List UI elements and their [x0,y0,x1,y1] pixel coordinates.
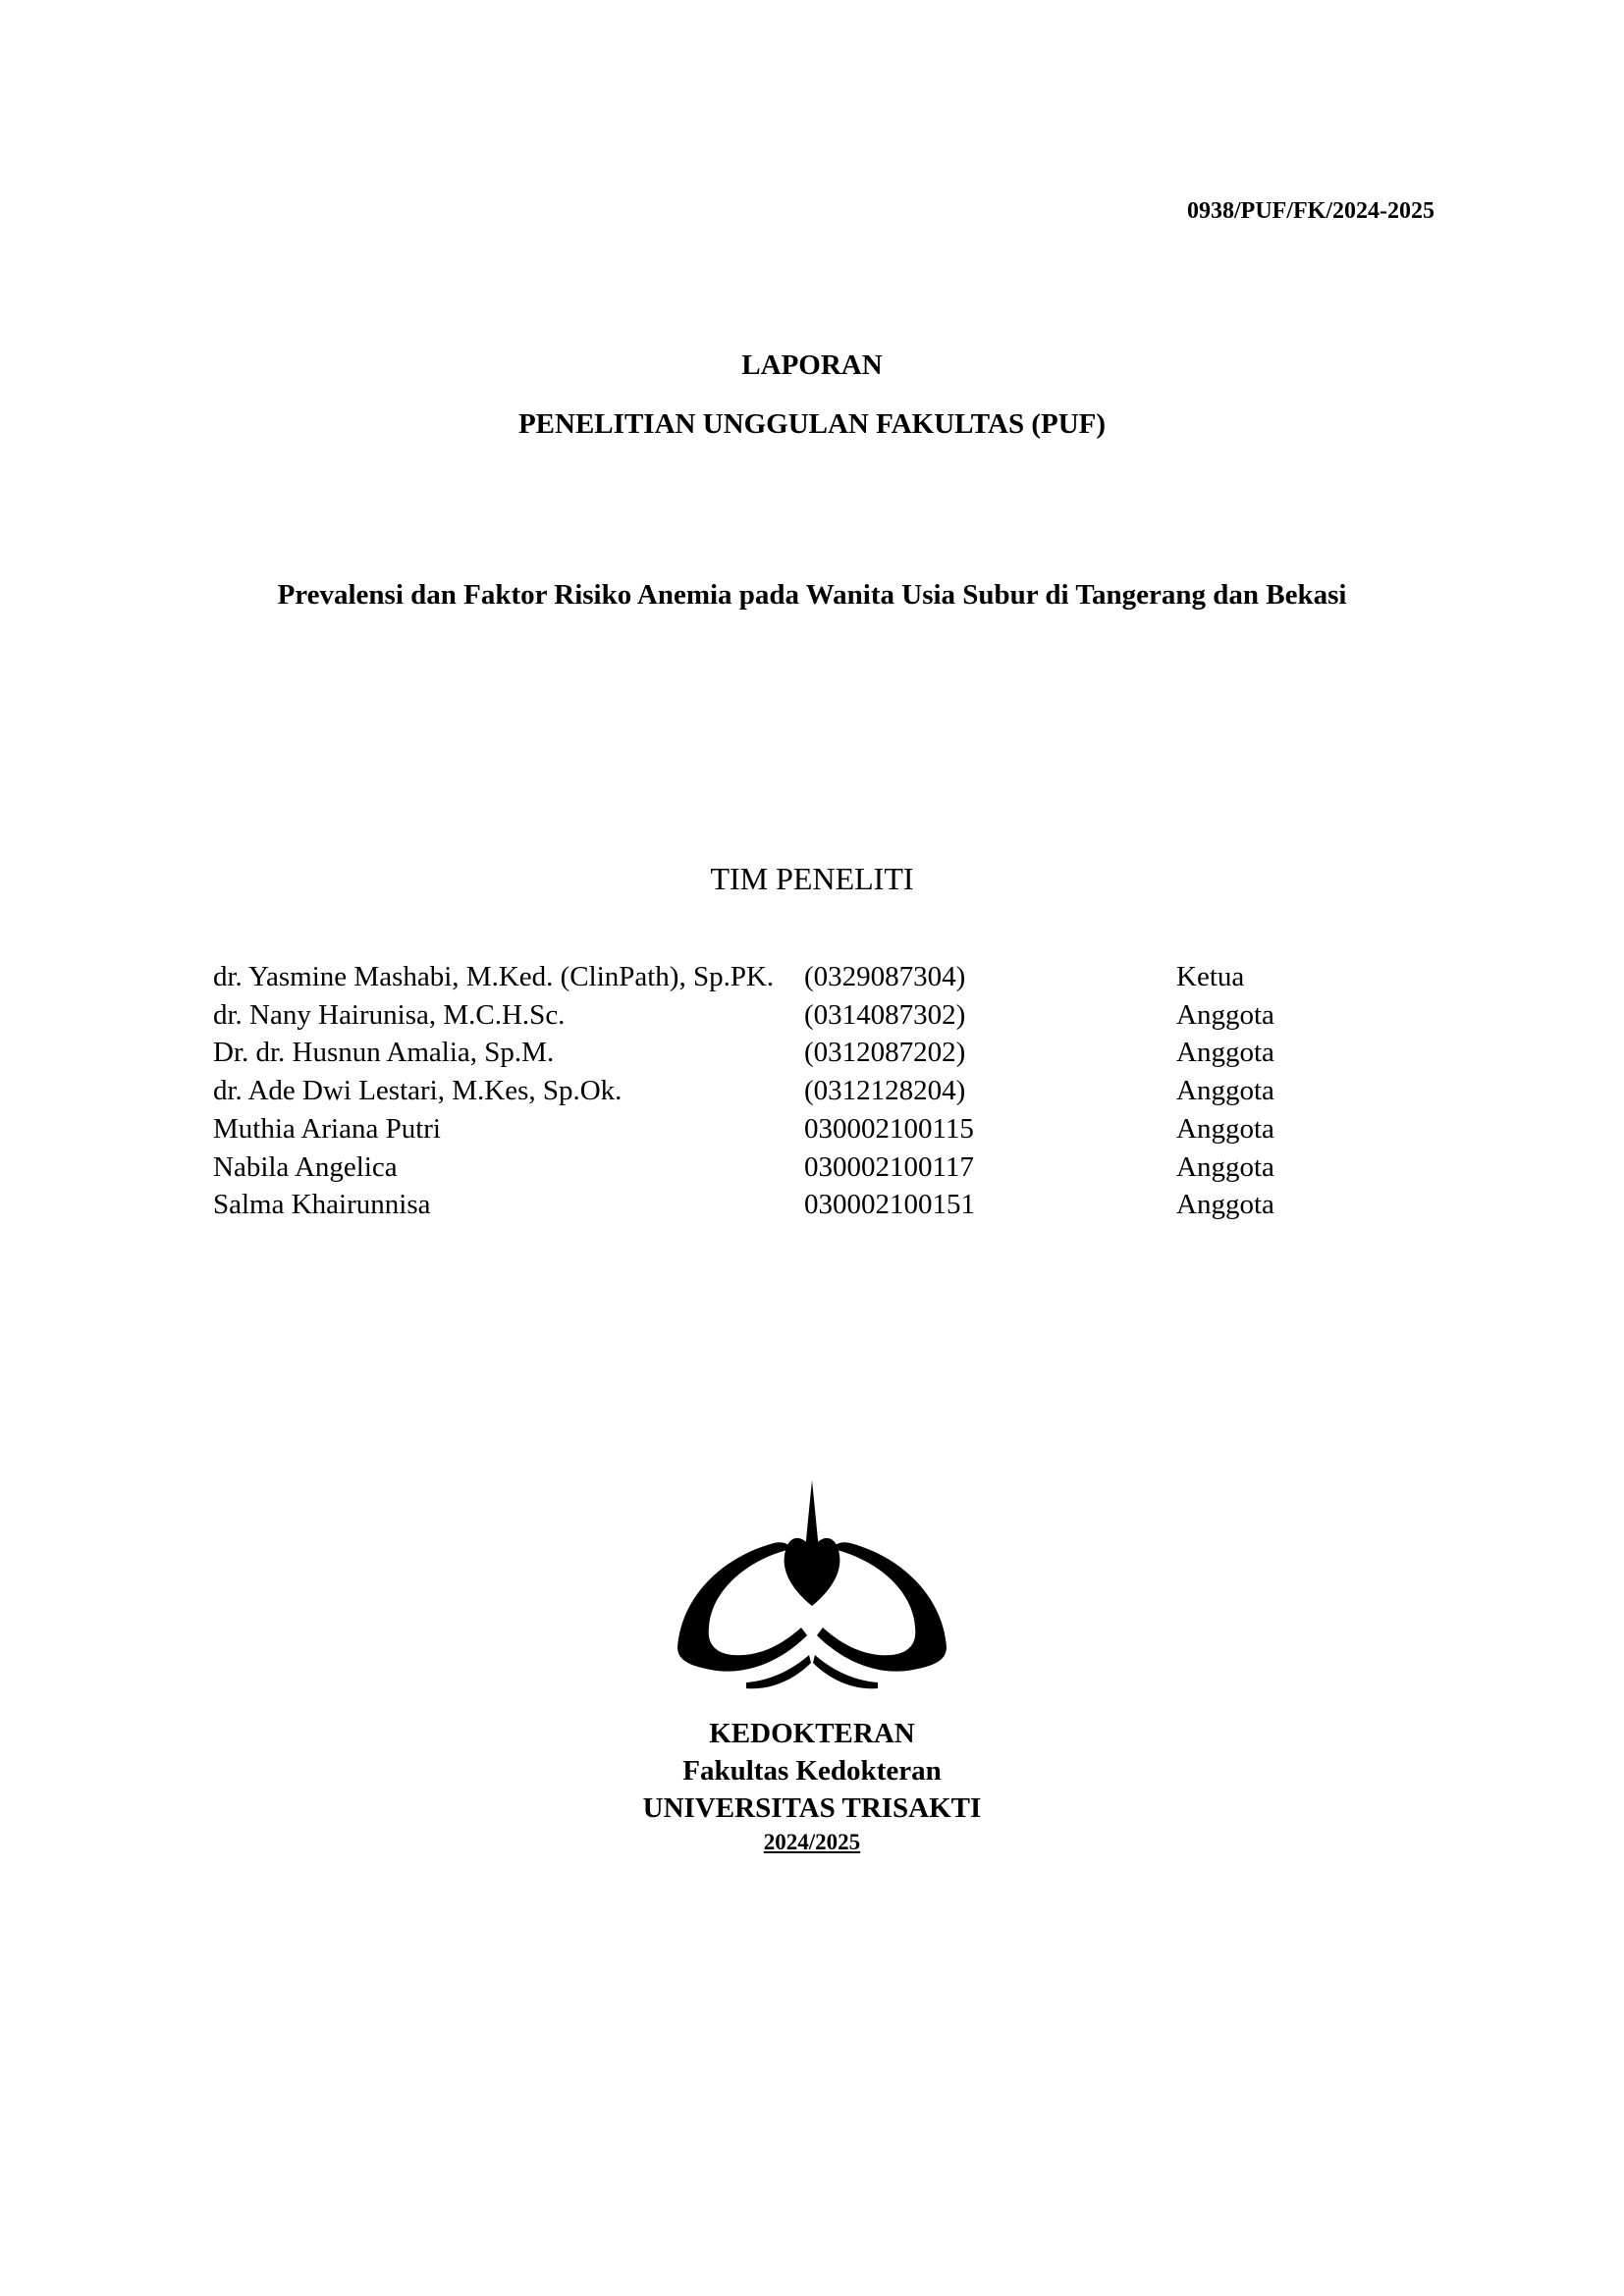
member-name: Muthia Ariana Putri [213,1112,441,1145]
member-name: dr. Ade Dwi Lestari, M.Kes, Sp.Ok. [213,1075,623,1107]
member-role: Anggota [1176,1075,1274,1107]
member-role: Anggota [1176,1037,1274,1069]
footer-year: 2024/2025 [763,1830,861,1854]
member-role: Anggota [1176,1189,1274,1221]
member-name: Dr. dr. Husnun Amalia, Sp.M. [213,1037,555,1069]
report-subheading: PENELITIAN UNGGULAN FAKULTAS (PUF) [517,408,1107,440]
team-row [213,1072,1373,1110]
member-id: 030002100117 [804,1150,974,1183]
research-title: Prevalensi dan Faktor Risiko Anemia pada Wanita Usia Subur di Tangerang dan Bekasi [277,579,1347,611]
member-id: (0314087302) [804,998,966,1031]
university-emblem-icon [677,1480,947,1696]
team-heading: TIM PENELITI [710,861,914,896]
member-id: (0312128204) [804,1075,966,1107]
team-row [213,1034,1373,1072]
member-name: Salma Khairunnisa [213,1189,431,1221]
footer-faculty: Fakultas Kedokteran [682,1755,942,1787]
document-number: 0938/PUF/FK/2024-2025 [1187,198,1435,224]
team-table [213,958,1373,1224]
team-row [213,1186,1373,1224]
footer-department: KEDOKTERAN [709,1718,915,1749]
member-name: dr. Nany Hairunisa, M.C.H.Sc. [213,998,566,1031]
footer-university: UNIVERSITAS TRISAKTI [642,1792,982,1824]
team-row [213,958,1373,996]
member-id: (0329087304) [804,961,966,992]
member-role: Anggota [1176,1150,1274,1183]
member-id: (0312087202) [804,1037,966,1069]
member-role: Anggota [1176,1112,1274,1145]
member-role: Anggota [1176,998,1274,1031]
member-role: Ketua [1176,961,1245,992]
team-row [213,1148,1373,1187]
footer-block [0,1715,1624,1858]
team-row [213,996,1373,1035]
team-row [213,1110,1373,1148]
member-id: 030002100115 [804,1112,974,1145]
member-name: Nabila Angelica [213,1150,398,1183]
report-heading: LAPORAN [741,349,883,381]
member-name: dr. Yasmine Mashabi, M.Ked. (ClinPath), Sp.PK. [213,961,775,992]
member-id: 030002100151 [804,1189,975,1221]
